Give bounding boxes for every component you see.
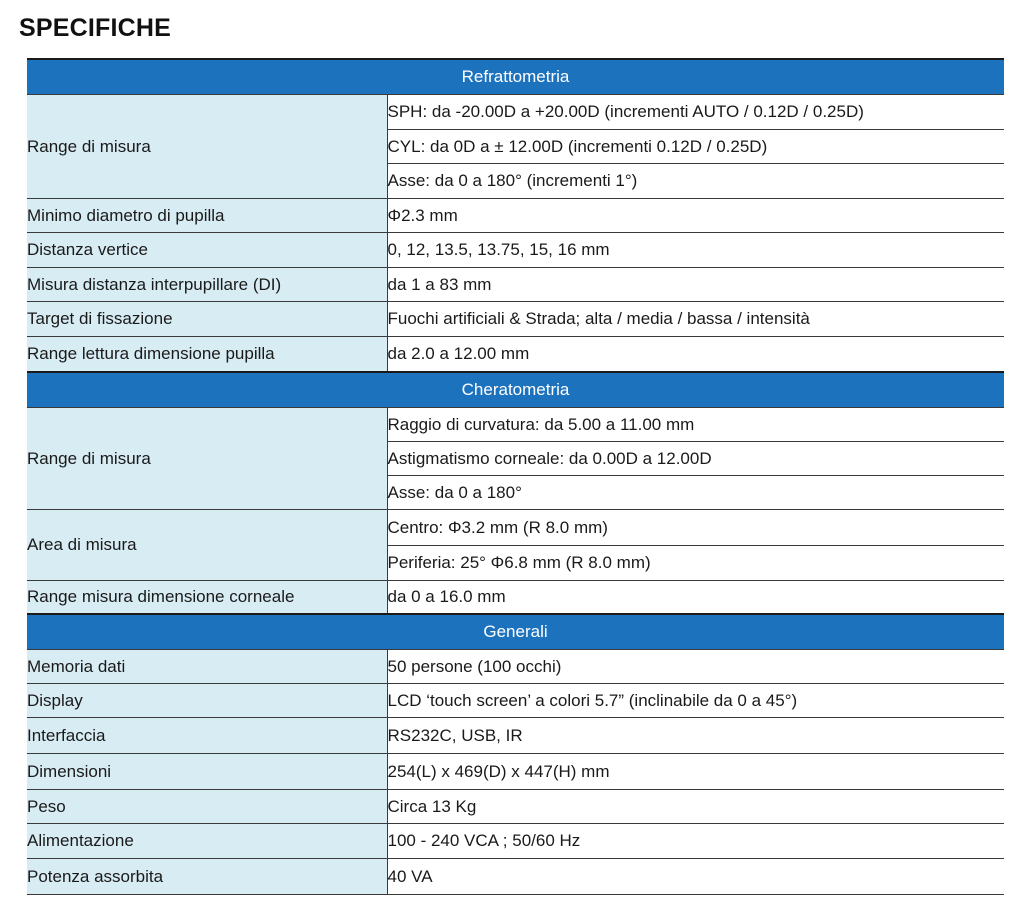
spec-value: Asse: da 0 a 180° (incrementi 1°)	[387, 163, 1004, 198]
spec-value: da 0 a 16.0 mm	[387, 580, 1004, 614]
spec-label: Area di misura	[27, 509, 387, 580]
table-row	[27, 301, 1004, 336]
table-row	[27, 649, 1004, 683]
table-row	[27, 580, 1004, 614]
spec-label: Minimo diametro di pupilla	[27, 198, 387, 232]
spec-label: Display	[27, 683, 387, 717]
table-row	[27, 94, 1004, 129]
spec-value: 50 persone (100 occhi)	[387, 649, 1004, 683]
spec-value: 254(L) x 469(D) x 447(H) mm	[387, 753, 1004, 789]
table-row	[27, 198, 1004, 232]
spec-label: Peso	[27, 789, 387, 823]
spec-label: Potenza assorbita	[27, 858, 387, 894]
spec-value: da 1 a 83 mm	[387, 267, 1004, 301]
table-row	[27, 509, 1004, 545]
table-row	[27, 267, 1004, 301]
spec-value: 0, 12, 13.5, 13.75, 15, 16 mm	[387, 232, 1004, 267]
table-row	[27, 858, 1004, 894]
spec-value: 40 VA	[387, 858, 1004, 894]
spec-value: Circa 13 Kg	[387, 789, 1004, 823]
spec-value: LCD ‘touch screen’ a colori 5.7” (inclinabile da 0 a 45°)	[387, 683, 1004, 717]
spec-value: Raggio di curvatura: da 5.00 a 11.00 mm	[387, 407, 1004, 441]
table-row	[27, 683, 1004, 717]
section-refrattometria	[27, 59, 1004, 94]
spec-value: Fuochi artificiali & Strada; alta / media / bassa / intensità	[387, 301, 1004, 336]
table-row	[27, 823, 1004, 858]
section-generali	[27, 614, 1004, 649]
spec-label: Interfaccia	[27, 717, 387, 753]
spec-value: Φ2.3 mm	[387, 198, 1004, 232]
spec-label: Range lettura dimensione pupilla	[27, 336, 387, 372]
spec-value: da 2.0 a 12.00 mm	[387, 336, 1004, 372]
section-header-cheratometria: Cheratometria	[27, 372, 1004, 407]
spec-label: Target di fissazione	[27, 301, 387, 336]
spec-value: Astigmatismo corneale: da 0.00D a 12.00D	[387, 441, 1004, 475]
spec-value: CYL: da 0D a ± 12.00D (incrementi 0.12D / 0.25D)	[387, 129, 1004, 163]
section-header-generali: Generali	[27, 614, 1004, 649]
spec-label: Range di misura	[27, 94, 387, 198]
spec-label: Alimentazione	[27, 823, 387, 858]
specifications-table	[27, 58, 1004, 895]
spec-value: SPH: da -20.00D a +20.00D (incrementi AUTO / 0.12D / 0.25D)	[387, 94, 1004, 129]
table-row	[27, 232, 1004, 267]
spec-label: Range di misura	[27, 407, 387, 509]
spec-label: Misura distanza interpupillare (DI)	[27, 267, 387, 301]
table-row	[27, 336, 1004, 372]
spec-label: Distanza vertice	[27, 232, 387, 267]
spec-value: Centro: Φ3.2 mm (R 8.0 mm)	[387, 509, 1004, 545]
section-cheratometria	[27, 372, 1004, 407]
spec-value: Periferia: 25° Φ6.8 mm (R 8.0 mm)	[387, 545, 1004, 580]
spec-value: Asse: da 0 a 180°	[387, 475, 1004, 509]
table-row	[27, 753, 1004, 789]
spec-label: Memoria dati	[27, 649, 387, 683]
table-row	[27, 789, 1004, 823]
spec-label: Range misura dimensione corneale	[27, 580, 387, 614]
spec-value: 100 - 240 VCA ; 50/60 Hz	[387, 823, 1004, 858]
table-row	[27, 717, 1004, 753]
spec-label: Dimensioni	[27, 753, 387, 789]
spec-value: RS232C, USB, IR	[387, 717, 1004, 753]
table-row	[27, 407, 1004, 441]
section-header-refrattometria: Refrattometria	[27, 59, 1004, 94]
page-title: SPECIFICHE	[19, 14, 172, 42]
